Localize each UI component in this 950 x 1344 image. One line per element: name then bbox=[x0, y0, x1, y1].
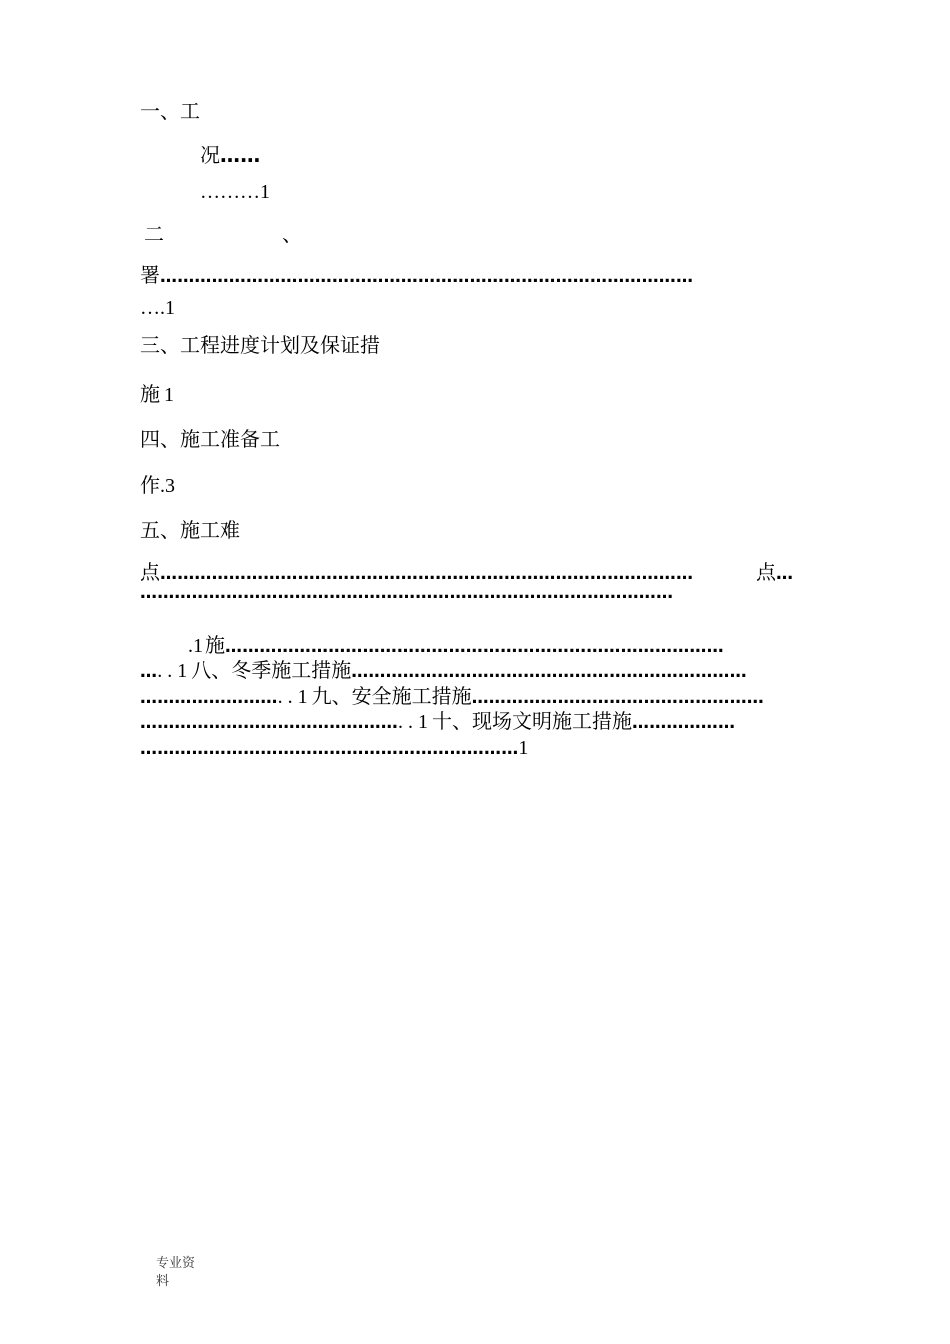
toc-line-9: 四、施工准备工 bbox=[140, 427, 280, 451]
toc-leader: ……………… bbox=[632, 713, 736, 733]
toc-line-10 bbox=[140, 473, 175, 498]
toc-line-4a: 二 bbox=[144, 222, 164, 246]
toc-text: 九、安全施工措施 bbox=[311, 684, 472, 708]
toc-line-11: 五、施工难 bbox=[140, 518, 240, 542]
toc-leader: …………………………………………… bbox=[471, 688, 765, 708]
toc-page-number: 1 bbox=[518, 737, 529, 759]
toc-leader: …………………………………………………………………………… bbox=[225, 637, 724, 657]
toc-line-17 bbox=[140, 709, 735, 735]
page-footer bbox=[156, 1255, 195, 1291]
toc-leader: … bbox=[140, 662, 158, 682]
toc-text: 十、现场文明施工措施 bbox=[432, 709, 632, 733]
toc-page-number: 1 bbox=[164, 384, 174, 406]
toc-text: 作 bbox=[140, 473, 160, 497]
toc-page-number: .3 bbox=[160, 475, 175, 497]
toc-line-18 bbox=[140, 735, 528, 761]
toc-text: 点 bbox=[140, 560, 160, 584]
toc-text: 点 bbox=[756, 560, 776, 584]
toc-leader: … bbox=[776, 564, 794, 584]
toc-page-number: . . 1 bbox=[157, 660, 188, 682]
toc-text: 况 bbox=[200, 143, 220, 167]
toc-page-number: . . 1 bbox=[398, 711, 428, 733]
toc-leader: ……………………………………… bbox=[140, 713, 398, 733]
toc-line-2 bbox=[200, 143, 260, 167]
toc-line-14 bbox=[188, 633, 724, 659]
toc-leader: ………………………………………………………………………………… bbox=[160, 564, 694, 584]
toc-line-12-tail bbox=[756, 560, 793, 586]
toc-line-3: ………1 bbox=[200, 181, 270, 203]
toc-line-16 bbox=[140, 684, 764, 710]
toc-line-13: ………………………………………………………………………………… bbox=[140, 583, 674, 603]
toc-line-1: 一、工 bbox=[140, 99, 200, 123]
toc-text: 施 bbox=[140, 382, 160, 406]
toc-line-8 bbox=[140, 382, 174, 407]
toc-leader: …… bbox=[220, 143, 261, 167]
toc-leader: …………………………………………………………… bbox=[351, 662, 747, 682]
toc-leader: …………………… bbox=[140, 688, 278, 708]
footer-line-2: 料 bbox=[156, 1274, 170, 1289]
toc-page-number: .1 bbox=[188, 635, 203, 657]
toc-line-4b: 、 bbox=[282, 222, 302, 246]
toc-leader: ………………………………………………………………………………… bbox=[160, 267, 694, 287]
toc-page-number: . . 1 bbox=[277, 686, 308, 708]
toc-line-6: ….1 bbox=[140, 297, 175, 319]
toc-line-15 bbox=[140, 658, 747, 684]
toc-text: 施 bbox=[205, 633, 225, 657]
toc-text: 署 bbox=[140, 263, 160, 287]
toc-line-5 bbox=[140, 263, 693, 289]
footer-line-1: 专业资 bbox=[156, 1256, 196, 1271]
toc-line-7: 三、工程进度计划及保证措 bbox=[140, 333, 380, 357]
toc-leader: ………………………………………………………… bbox=[140, 739, 519, 759]
toc-text: 八、冬季施工措施 bbox=[191, 658, 352, 682]
